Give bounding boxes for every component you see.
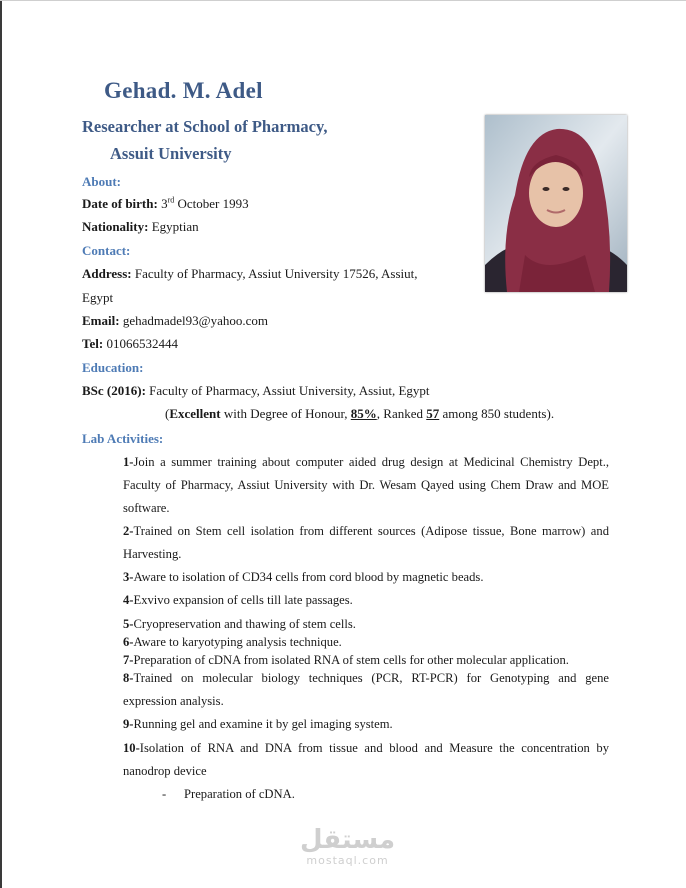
item-number: 1- <box>123 455 134 469</box>
degree-details <box>165 406 554 422</box>
watermark-arabic: مستقل <box>300 825 396 855</box>
email-line <box>82 313 268 329</box>
sub-bullet-text: Preparation of cDNA. <box>184 787 295 801</box>
dob-label: Date of birth: <box>82 196 158 211</box>
grade-text: with Degree of Honour, <box>223 406 348 421</box>
watermark-logo <box>300 826 395 867</box>
job-title-line1: Researcher at School of Pharmacy, <box>82 117 328 136</box>
address-value: Faculty of Pharmacy, Assiut University 17526, Assiut, <box>134 266 418 281</box>
open-paren: ( <box>165 406 170 421</box>
page-edge <box>0 0 2 888</box>
rank-tail: among 850 students). <box>442 406 555 421</box>
item-text: Running gel and examine it by gel imaging system. <box>133 717 393 731</box>
tel-label: Tel: <box>82 336 104 351</box>
lab-item <box>123 589 609 612</box>
contact-heading: Contact: <box>82 243 131 258</box>
dob-line <box>82 196 249 212</box>
item-number: 3- <box>123 570 134 584</box>
address-line <box>82 266 417 282</box>
degree-label: BSc (2016): <box>82 383 146 398</box>
item-text: Trained on Stem cell isolation from different sources (Adipose tissue, Bone marrow) and Harvesting. <box>123 524 609 561</box>
dob-day: 3 <box>161 196 168 211</box>
item-text: Aware to isolation of CD34 cells from cord blood by magnetic beads. <box>133 570 484 584</box>
email-value[interactable]: gehadmadel93@yahoo.com <box>122 313 268 328</box>
person-name: Gehad. M. Adel <box>104 78 263 103</box>
email-label: Email: <box>82 313 120 328</box>
grade: Excellent <box>169 406 221 421</box>
lab-item <box>123 737 609 783</box>
dob-rest: October 1993 <box>177 196 249 211</box>
item-text: Join a summer training about computer aided drug design at Medicinal Chemistry Dept., Faculty of Pharmacy, Assiut University with Dr. Wesam Qayed using Chem Draw and MOE software. <box>123 455 609 515</box>
lab-item <box>123 615 609 633</box>
lab-item <box>123 566 609 589</box>
job-title-line2: Assuit University <box>110 144 232 163</box>
item-text: Preparation of cDNA from isolated RNA of stem cells for other molecular application. <box>133 653 569 667</box>
percent: 85% <box>350 406 377 421</box>
item-text: Isolation of RNA and DNA from tissue and blood and Measure the concentration by nanodrop device <box>123 741 609 778</box>
item-text: Cryopreservation and thawing of stem cells. <box>133 617 356 631</box>
degree-value: Faculty of Pharmacy, Assiut University, Assiut, Egypt <box>149 383 430 398</box>
item-number: 4- <box>123 593 134 607</box>
page-top-edge <box>0 0 686 1</box>
profile-photo <box>485 115 627 292</box>
lab-item <box>123 667 609 713</box>
watermark-latin: mostaql.com <box>306 854 389 867</box>
degree-line <box>82 383 430 399</box>
address-line2: Egypt <box>82 290 114 305</box>
tel-line <box>82 336 178 352</box>
item-number: 7- <box>123 653 134 667</box>
item-text: Aware to karyotyping analysis technique. <box>133 635 342 649</box>
address-label: Address: <box>82 266 132 281</box>
education-heading: Education: <box>82 360 144 375</box>
item-text: Trained on molecular biology techniques (PCR, RT-PCR) for Genotyping and gene expression analysis. <box>123 671 609 708</box>
rank: 57 <box>426 406 440 421</box>
lab-item <box>123 520 609 566</box>
tel-value: 01066532444 <box>106 336 178 351</box>
lab-item <box>123 451 609 520</box>
portrait-image <box>485 115 627 292</box>
lab-item <box>123 713 609 736</box>
item-number: 5- <box>123 617 134 631</box>
about-heading: About: <box>82 174 122 189</box>
item-number: 8- <box>123 671 134 685</box>
nationality-line <box>82 219 199 235</box>
dob-suffix: rd <box>167 195 175 205</box>
item-text: Exvivo expansion of cells till late passages. <box>133 593 353 607</box>
nationality-value: Egyptian <box>151 219 199 234</box>
sub-bullet-mark: - <box>162 787 167 801</box>
item-number: 2- <box>123 524 134 538</box>
item-number: 10- <box>123 741 140 755</box>
lab-heading: Lab Activities: <box>82 431 164 446</box>
item-number: 9- <box>123 717 134 731</box>
ranked-text: , Ranked <box>376 406 423 421</box>
nationality-label: Nationality: <box>82 219 149 234</box>
lab-item <box>123 633 609 651</box>
item-number: 6- <box>123 635 134 649</box>
